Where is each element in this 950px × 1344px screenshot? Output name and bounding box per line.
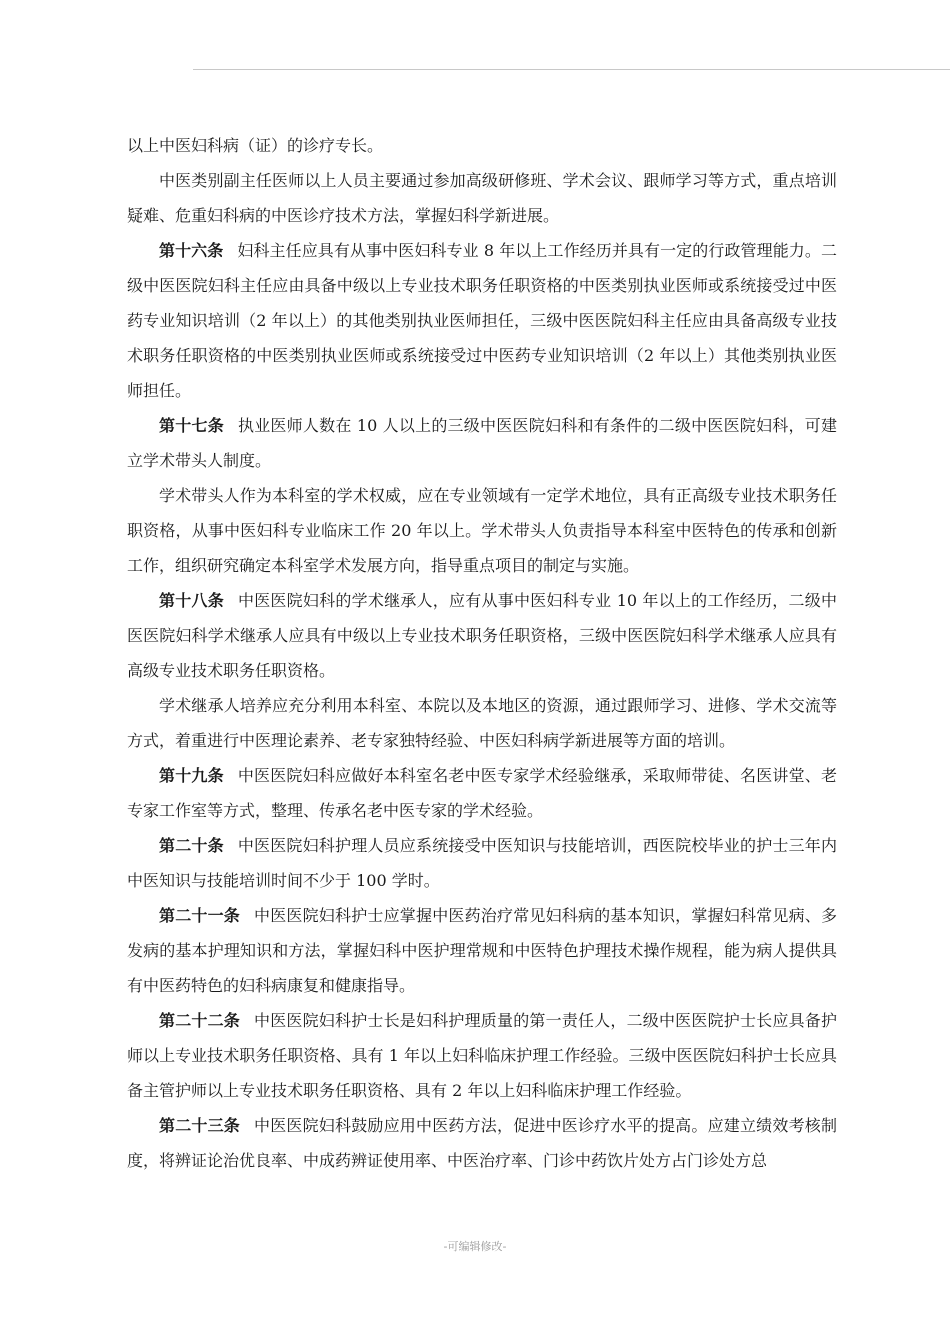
article-paragraph	[127, 1108, 837, 1178]
paragraph	[127, 478, 837, 583]
article-paragraph	[127, 758, 837, 828]
article-paragraph	[127, 583, 837, 688]
paragraph-text: 中医医院妇科护理人员应系统接受中医知识与技能培训，西医院校毕业的护士三年内中医知识与技能培训时间不少于 100 学时。	[127, 836, 837, 890]
paragraph-text: 中医医院妇科的学术继承人，应有从事中医妇科专业 10 年以上的工作经历，二级中医医院妇科学术继承人应具有中级以上专业技术职务任职资格，三级中医医院妇科学术继承人应具有高级专业技术职务任职资格。	[127, 591, 837, 680]
paragraph-text: 中医类别副主任医师以上人员主要通过参加高级研修班、学术会议、跟师学习等方式，重点培训疑难、危重妇科病的中医诊疗技术方法，掌握妇科学新进展。	[127, 171, 837, 225]
paragraph-text: 中医医院妇科护士长是妇科护理质量的第一责任人，二级中医医院护士长应具备护师以上专业技术职务任职资格、具有 1 年以上妇科临床护理工作经验。三级中医医院妇科护士长应具备主管护师以上专业技术职务任职资格、具有 2 年以上妇科临床护理工作经验。	[127, 1011, 837, 1100]
page-footer: -可编辑修改-	[443, 1240, 507, 1253]
article-label: 第二十三条	[159, 1116, 240, 1135]
paragraph	[127, 163, 837, 233]
header-rule	[193, 69, 950, 70]
article-paragraph	[127, 828, 837, 898]
article-paragraph	[127, 408, 837, 478]
paragraph	[127, 688, 837, 758]
paragraph-text: 执业医师人数在 10 人以上的三级中医医院妇科和有条件的二级中医医院妇科，可建立学术带头人制度。	[127, 416, 837, 470]
paragraph-text: 中医医院妇科鼓励应用中医药方法，促进中医诊疗水平的提高。应建立绩效考核制度，将辨证论治优良率、中成药辨证使用率、中医治疗率、门诊中药饮片处方占门诊处方总	[127, 1116, 837, 1170]
paragraph-text: 以上中医妇科病（证）的诊疗专长。	[127, 136, 384, 155]
article-paragraph	[127, 233, 837, 408]
article-label: 第二十二条	[159, 1011, 240, 1030]
article-label: 第十八条	[159, 591, 224, 610]
article-label: 第十六条	[159, 241, 224, 260]
paragraph-text: 学术继承人培养应充分利用本科室、本院以及本地区的资源，通过跟师学习、进修、学术交流等方式，着重进行中医理论素养、老专家独特经验、中医妇科病学新进展等方面的培训。	[127, 696, 837, 750]
paragraph-text: 学术带头人作为本科室的学术权威，应在专业领域有一定学术地位，具有正高级专业技术职务任职资格，从事中医妇科专业临床工作 20 年以上。学术带头人负责指导本科室中医特色的传承和创新工作，组织研究确定本科室学术发展方向，指导重点项目的制定与实施。	[127, 486, 837, 575]
paragraph-text: 中医医院妇科护士应掌握中医药治疗常见妇科病的基本知识，掌握妇科常见病、多发病的基本护理知识和方法，掌握妇科中医护理常规和中医特色护理技术操作规程，能为病人提供具有中医药特色的妇科病康复和健康指导。	[127, 906, 837, 995]
document-body	[127, 128, 837, 1178]
paragraph-text: 中医医院妇科应做好本科室名老中医专家学术经验继承，采取师带徒、名医讲堂、老专家工作室等方式，整理、传承名老中医专家的学术经验。	[127, 766, 837, 820]
article-paragraph	[127, 1003, 837, 1108]
article-paragraph	[127, 898, 837, 1003]
article-label: 第十九条	[159, 766, 224, 785]
paragraph-text: 妇科主任应具有从事中医妇科专业 8 年以上工作经历并具有一定的行政管理能力。二级中医医院妇科主任应由具备中级以上专业技术职务任职资格的中医类别执业医师或系统接受过中医药专业知识培训（2 年以上）的其他类别执业医师担任，三级中医医院妇科主任应由具备高级专业技术职务任职资格的中医类别执业医师或系统接受过中医药专业知识培训（2 年以上）其他类别执业医师担任。	[127, 241, 837, 400]
article-label: 第二十一条	[159, 906, 240, 925]
paragraph	[127, 128, 837, 163]
article-label: 第二十条	[159, 836, 224, 855]
article-label: 第十七条	[159, 416, 224, 435]
